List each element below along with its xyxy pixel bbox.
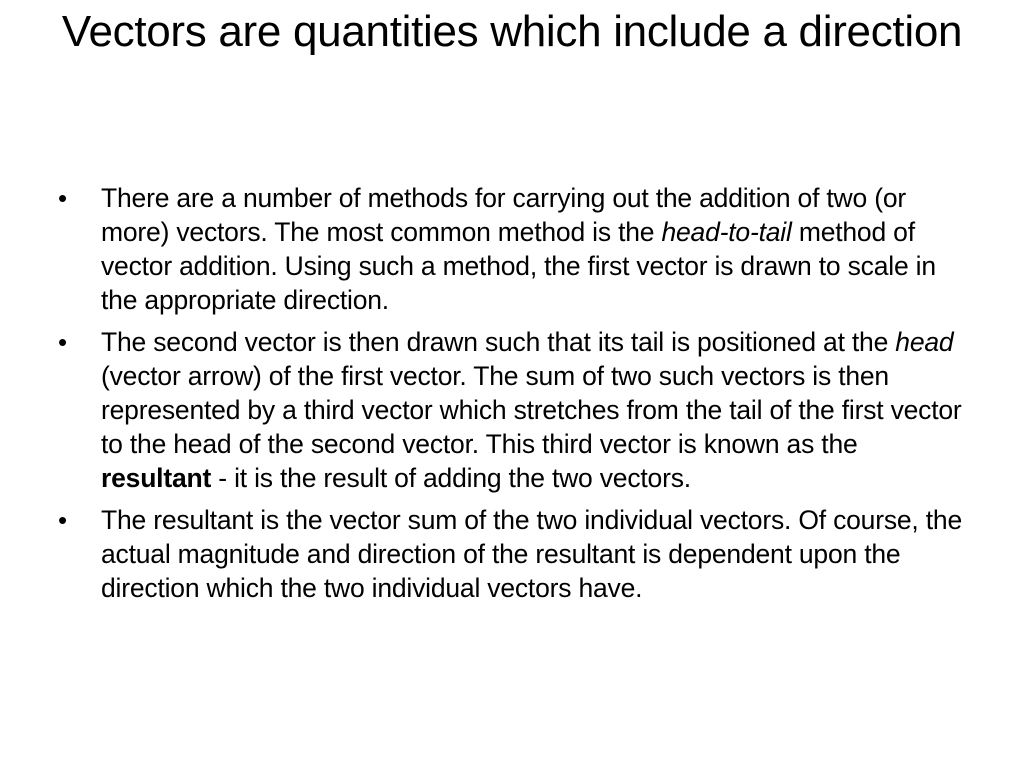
bullet-item-1: [58, 181, 973, 317]
bullet-3-text: The resultant is the vector sum of the two individual vectors. Of course, the actual magnitude and direction of the resultant is dependent upon the direction which the two individual vectors have.: [101, 505, 962, 603]
bullet-1-text-part-1: There are a number of methods for carrying out the addition of two (or more) vectors. The most common method is the: [101, 183, 906, 247]
bullet-icon: •: [58, 183, 67, 213]
bullet-item-2: [58, 325, 973, 495]
bullet-2-text-part-3: - it is the result of adding the two vectors.: [211, 463, 691, 493]
bullet-icon: •: [58, 505, 67, 535]
bullet-item-3: [58, 503, 973, 605]
bullet-2-emphasis-head: head: [895, 327, 954, 357]
bullet-2-text-part-2: (vector arrow) of the first vector. The sum of two such vectors is then represented by a third vector which stretches from the tail of the first vector to the head of the second vector. This third vector is known as the: [101, 361, 962, 459]
bullet-list: [58, 181, 973, 613]
bullet-1-emphasis-head-to-tail: head-to-tail: [661, 217, 792, 247]
slide-title: Vectors are quantities which include a direction: [61, 7, 963, 56]
bullet-2-text-part-1: The second vector is then drawn such that its tail is positioned at the: [101, 327, 896, 357]
bullet-icon: •: [58, 327, 67, 357]
bullet-2-bold-resultant: resultant: [101, 463, 212, 493]
bullet-1-text-part-2: method of vector addition. Using such a method, the first vector is drawn to scale in the appropriate direction.: [101, 217, 936, 315]
